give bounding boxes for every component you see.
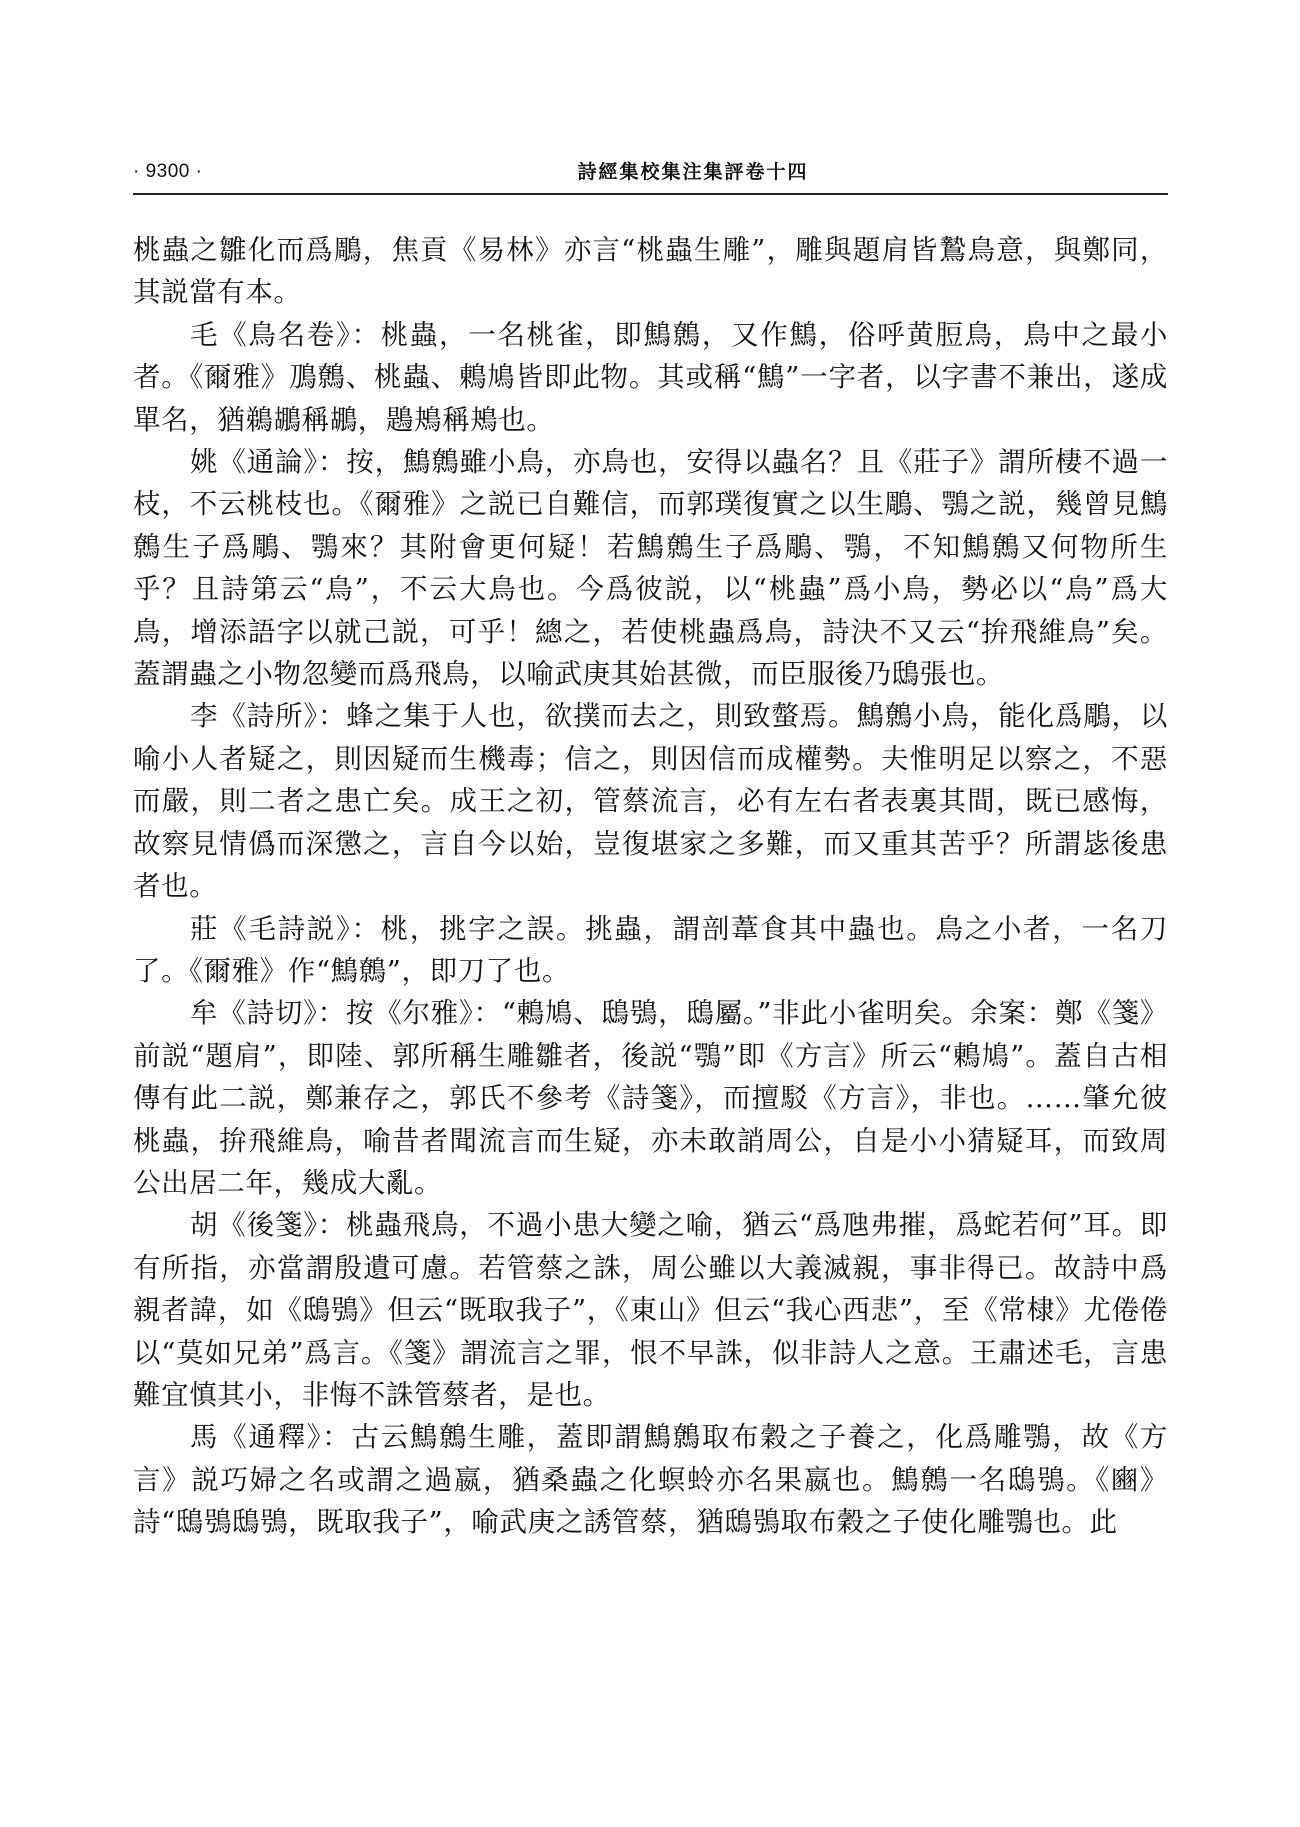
paragraph-zhuang: 莊《毛詩説》：桃，挑字之誤。挑蟲，謂剖葦食其中蟲也。鳥之小者，一名刀了。《爾雅》作“鷦鷯”，即刀了也。 (133, 912, 1168, 987)
paragraph-continuation: 桃蟲之雛化而爲鵰，焦貢《易林》亦言“桃蟲生雕”，雕與題肩皆鷙鳥意，與鄭同，其説當有本。 (133, 234, 1168, 309)
paragraph-ma: 馬《通釋》：古云鷦鷯生雕，蓋即謂鷦鷯取布穀之子養之，化爲雕鶚，故《方言》説巧婦之名或謂之過嬴，猶桑蟲之化螟蛉亦名果嬴也。鷦鷯一名鴟鴞。《豳》詩“鴟鴞鴟鴞，既取我子”，喻武庚之誘管蔡，猶鴟鴞取布穀之子使化雕鶚也。此 (133, 1421, 1168, 1539)
body-text (133, 229, 1168, 1544)
paragraph-yao: 姚《通論》：按，鷦鷯雖小鳥，亦鳥也，安得以蟲名？且《莊子》謂所棲不過一枝，不云桃枝也。《爾雅》之説已自難信，而郭璞復實之以生鵰、鶚之説，幾曾見鷦鷯生子爲鵰、鶚來？其附會更何疑！若鷦鷯生子爲鵰、鶚，不知鷦鷯又何物所生乎？且詩第云“鳥”，不云大鳥也。今爲彼説，以“桃蟲”爲小鳥，勢必以“鳥”爲大鳥，增添語字以就己説，可乎！總之，若使桃蟲爲鳥，詩決不又云“拚飛維鳥”矣。蓋謂蟲之小物忽變而爲飛鳥，以喻武庚其始甚微，而臣服後乃鴟張也。 (133, 446, 1168, 691)
paragraph-hu: 胡《後箋》：桃蟲飛鳥，不過小患大變之喻，猶云“爲虺弗摧，爲蛇若何”耳。即有所指，亦當謂殷遺可慮。若管蔡之誅，周公雖以大義滅親，事非得已。故詩中爲親者諱，如《鴟鴞》但云“既取我子”，《東山》但云“我心西悲”，至《常棣》尤倦倦以“莫如兄弟”爲言。《箋》謂流言之罪，恨不早誅，似非詩人之意。王肅述毛，言患難宜慎其小，非悔不誅管蔡者，是也。 (133, 1209, 1168, 1411)
header-rule (133, 193, 1168, 195)
running-header (133, 158, 1168, 188)
running-title: 詩經集校集注集評卷十四 (577, 161, 809, 183)
paragraph-mao: 毛《鳥名卷》：桃蟲，一名桃雀，即鷦鷯，又作鷦，俗呼黄脰鳥，鳥中之最小者。《爾雅》鳭鷯、桃蟲、鶇鳩皆即此物。其或稱“鷦”一字者，以字書不兼出，遂成單名，猶鵜鶘稱鶘，鶗鴂稱鴂也。 (133, 318, 1168, 436)
paragraph-mou: 牟《詩切》：按《尔雅》：“鶇鳩、鴟鴞，鴟屬。”非此小雀明矣。余案：鄭《箋》前説“題肩”，即陸、郭所稱生雕雛者，後説“鶚”即《方言》所云“鶇鳩”。蓋自古相傳有此二説，鄭兼存之，郭氏不參考《詩箋》，而擅駁《方言》，非也。……肇允彼桃蟲，拚飛維鳥，喻昔者聞流言而生疑，亦未敢誚周公，自是小小猜疑耳，而致周公出居二年，幾成大亂。 (133, 997, 1168, 1199)
paragraph-li: 李《詩所》：蜂之集于人也，欲撲而去之，則致螫焉。鷦鷯小鳥，能化爲鵰，以喻小人者疑之，則因疑而生機毒；信之，則因信而成權勢。夫惟明足以察之，不惡而嚴，則二者之患亡矣。成王之初，管蔡流言，必有左右者表裏其間，既已感悔，故察見情僞而深懲之，言自今以始，豈復堪家之多難，而又重其苦乎？所謂毖後患者也。 (133, 700, 1168, 903)
page-number: · 9300 · (133, 161, 203, 182)
